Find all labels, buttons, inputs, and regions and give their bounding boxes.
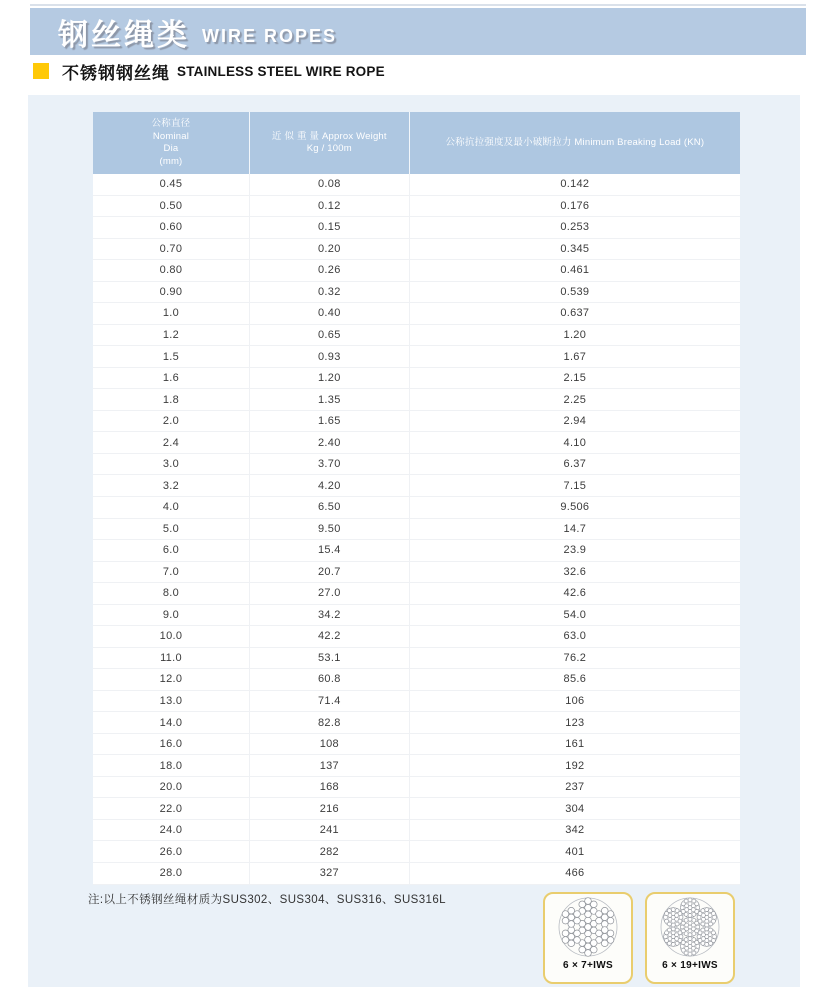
- table-cell: 3.0: [162, 458, 180, 471]
- table-cell: 0.45: [159, 178, 183, 191]
- table-cell: 2.40: [249, 432, 409, 453]
- table-header-row: [93, 112, 740, 174]
- table-cell: 2.25: [409, 389, 740, 410]
- header-line: Nominal: [152, 130, 190, 142]
- table-cell: 304: [409, 798, 740, 819]
- banner-title-zh: 钢丝绳类: [58, 18, 190, 52]
- table-cell: 0.08: [249, 174, 409, 195]
- table-cell: 26.0: [159, 845, 183, 858]
- table-row: [93, 346, 740, 368]
- table-cell: 4.10: [409, 432, 740, 453]
- table-row: [93, 174, 740, 196]
- header-line: Kg / 100m: [306, 143, 352, 154]
- table-cell: 14.7: [409, 519, 740, 540]
- table-row: [93, 325, 740, 347]
- table-row: [93, 368, 740, 390]
- table-row: [93, 755, 740, 777]
- table-cell: 82.8: [249, 712, 409, 733]
- table-cell: 123: [409, 712, 740, 733]
- header-line: (mm): [159, 155, 183, 167]
- table-cell: 0.93: [249, 346, 409, 367]
- table-cell: 106: [409, 691, 740, 712]
- table-cell: 6.50: [249, 497, 409, 518]
- table-cell: 20.0: [159, 781, 183, 794]
- table-cell: 0.12: [249, 196, 409, 217]
- table-cell: 168: [249, 777, 409, 798]
- table-cell: 0.40: [249, 303, 409, 324]
- table-cell: 76.2: [409, 648, 740, 669]
- header-approx-weight: [249, 112, 409, 174]
- table-cell: 2.0: [162, 415, 180, 428]
- table-cell: 0.50: [159, 199, 183, 212]
- table-row: [93, 669, 740, 691]
- page-banner: [30, 8, 806, 55]
- table-cell: 6.37: [409, 454, 740, 475]
- table-cell: 137: [249, 755, 409, 776]
- table-row: [93, 712, 740, 734]
- table-cell: 14.0: [159, 716, 183, 729]
- table-cell: 20.7: [249, 562, 409, 583]
- header-line: 近 似 重 量 Approx Weight: [271, 130, 387, 142]
- table-row: [93, 389, 740, 411]
- table-row: [93, 648, 740, 670]
- table-cell: 4.0: [162, 501, 180, 514]
- table-cell: 60.8: [249, 669, 409, 690]
- table-row: [93, 777, 740, 799]
- table-row: [93, 691, 740, 713]
- table-row: [93, 454, 740, 476]
- table-cell: 9.506: [409, 497, 740, 518]
- table-row: [93, 260, 740, 282]
- rope-label-6x7: 6 × 7+IWS: [563, 960, 613, 971]
- rope-label-6x19: 6 × 19+IWS: [662, 960, 718, 971]
- table-cell: 0.461: [409, 260, 740, 281]
- table-row: [93, 583, 740, 605]
- table-cell: 1.20: [249, 368, 409, 389]
- table-cell: 0.70: [159, 242, 183, 255]
- material-note: 注:以上不锈钢丝绳材质为SUS302、SUS304、SUS316、SUS316L: [88, 894, 446, 906]
- table-cell: 9.50: [249, 519, 409, 540]
- table-cell: 1.20: [409, 325, 740, 346]
- table-cell: 192: [409, 755, 740, 776]
- table-cell: 54.0: [409, 605, 740, 626]
- table-cell: 71.4: [249, 691, 409, 712]
- table-cell: 327: [249, 863, 409, 884]
- table-row: [93, 841, 740, 863]
- table-cell: 5.0: [162, 522, 180, 535]
- table-cell: 53.1: [249, 648, 409, 669]
- table-cell: 0.32: [249, 282, 409, 303]
- table-row: [93, 497, 740, 519]
- table-cell: 27.0: [249, 583, 409, 604]
- table-row: [93, 519, 740, 541]
- header-line: Dia: [163, 143, 179, 154]
- table-cell: 23.9: [409, 540, 740, 561]
- table-cell: 342: [409, 820, 740, 841]
- table-cell: 24.0: [159, 824, 183, 837]
- table-cell: 1.35: [249, 389, 409, 410]
- table-cell: 42.6: [409, 583, 740, 604]
- table-cell: 10.0: [159, 630, 183, 643]
- table-row: [93, 303, 740, 325]
- table-cell: 216: [249, 798, 409, 819]
- header-min-breaking-load: [409, 112, 740, 174]
- table-row: [93, 196, 740, 218]
- rope-card-6x7: [543, 892, 633, 984]
- table-cell: 3.2: [162, 479, 180, 492]
- table-cell: 11.0: [160, 651, 182, 664]
- table-cell: 7.0: [162, 565, 180, 578]
- table-cell: 0.60: [159, 221, 183, 234]
- table-cell: 401: [409, 841, 740, 862]
- header-line: 公称直径: [151, 118, 191, 129]
- table-cell: 108: [249, 734, 409, 755]
- table-cell: 241: [249, 820, 409, 841]
- content-panel: [28, 95, 800, 987]
- table-cell: 0.20: [249, 239, 409, 260]
- table-cell: 16.0: [159, 738, 183, 751]
- table-cell: 0.176: [409, 196, 740, 217]
- table-cell: 161: [409, 734, 740, 755]
- table-row: [93, 540, 740, 562]
- section-title-zh: 不锈钢钢丝绳: [62, 63, 170, 83]
- table-cell: 0.15: [249, 217, 409, 238]
- table-cell: 466: [409, 863, 740, 884]
- rope-cross-section-6x7-diagram: [546, 896, 630, 960]
- table-cell: 9.0: [162, 608, 180, 621]
- table-cell: 85.6: [409, 669, 740, 690]
- table-cell: 4.20: [249, 475, 409, 496]
- rope-card-6x19: [645, 892, 735, 984]
- table-row: [93, 432, 740, 454]
- table-cell: 237: [409, 777, 740, 798]
- table-row: [93, 820, 740, 842]
- table-cell: 28.0: [159, 867, 183, 880]
- table-row: [93, 605, 740, 627]
- table-row: [93, 734, 740, 756]
- table-cell: 0.253: [409, 217, 740, 238]
- table-cell: 0.80: [159, 264, 183, 277]
- table-cell: 0.65: [249, 325, 409, 346]
- table-cell: 13.0: [159, 695, 183, 708]
- table-cell: 22.0: [159, 802, 183, 815]
- table-cell: 1.65: [249, 411, 409, 432]
- table-cell: 63.0: [409, 626, 740, 647]
- table-row: [93, 217, 740, 239]
- table-row: [93, 475, 740, 497]
- table-row: [93, 626, 740, 648]
- table-cell: 0.142: [409, 174, 740, 195]
- table-cell: 34.2: [249, 605, 409, 626]
- table-row: [93, 798, 740, 820]
- table-body: [93, 174, 740, 885]
- table-cell: 6.0: [162, 544, 180, 557]
- table-cell: 8.0: [162, 587, 180, 600]
- table-row: [93, 411, 740, 433]
- table-cell: 282: [249, 841, 409, 862]
- table-cell: 12.0: [159, 673, 183, 686]
- table-cell: 1.2: [162, 328, 180, 341]
- table-cell: 1.8: [162, 393, 180, 406]
- table-cell: 0.26: [249, 260, 409, 281]
- table-cell: 7.15: [409, 475, 740, 496]
- header-line: 公称抗拉强度及最小破断拉力 Minimum Breaking Load (KN): [445, 136, 705, 148]
- table-cell: 0.90: [159, 285, 183, 298]
- spec-table: [93, 112, 740, 885]
- top-divider: [30, 4, 806, 6]
- table-cell: 3.70: [249, 454, 409, 475]
- table-cell: 0.539: [409, 282, 740, 303]
- table-cell: 2.15: [409, 368, 740, 389]
- table-cell: 18.0: [159, 759, 183, 772]
- table-cell: 1.6: [162, 372, 180, 385]
- table-cell: 2.4: [162, 436, 180, 449]
- section-header: [33, 61, 385, 81]
- table-cell: 0.637: [409, 303, 740, 324]
- banner-title-en: WIRE ROPES: [202, 26, 338, 46]
- table-cell: 1.0: [162, 307, 180, 320]
- table-row: [93, 562, 740, 584]
- table-cell: 1.67: [409, 346, 740, 367]
- table-cell: 15.4: [249, 540, 409, 561]
- table-cell: 1.5: [162, 350, 180, 363]
- table-row: [93, 863, 740, 885]
- header-nominal-dia: [93, 112, 249, 174]
- table-cell: 42.2: [249, 626, 409, 647]
- section-title-en: STAINLESS STEEL WIRE ROPE: [177, 63, 385, 79]
- table-row: [93, 239, 740, 261]
- rope-cross-section-6x19-diagram: [648, 896, 732, 960]
- table-cell: 2.94: [409, 411, 740, 432]
- table-cell: 0.345: [409, 239, 740, 260]
- yellow-bullet-icon: [33, 63, 49, 79]
- table-row: [93, 282, 740, 304]
- table-cell: 32.6: [409, 562, 740, 583]
